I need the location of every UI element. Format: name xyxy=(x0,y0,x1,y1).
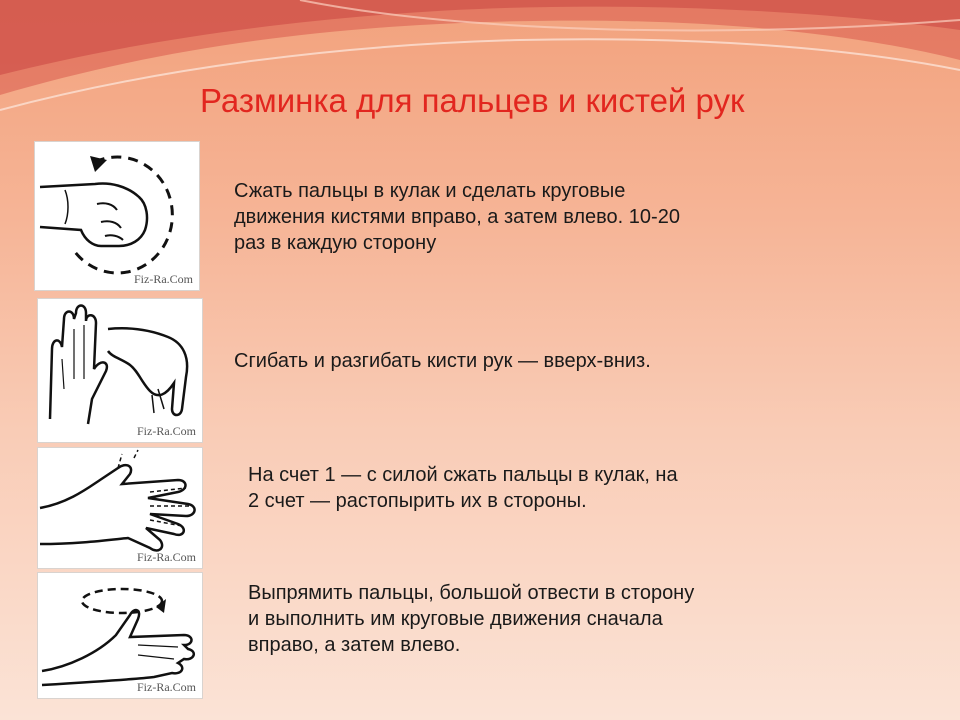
wrist-flex-hands-icon xyxy=(38,299,202,442)
exercise-1-illustration xyxy=(34,141,200,291)
exercise-4-illustration xyxy=(37,572,203,699)
watermark-label: Fiz-Ra.Com xyxy=(137,424,196,438)
exercise-4-text: Выпрямить пальцы, большой отвести в сторону и выполнить им круговые движения сначала вправо, а затем влево. xyxy=(248,582,695,656)
exercise-2-illustration xyxy=(37,298,203,443)
exercise-3-illustration xyxy=(37,447,203,569)
slide-title: Разминка для пальцев и кистей рук xyxy=(200,82,745,119)
watermark-label: Fiz-Ra.Com xyxy=(137,680,196,694)
watermark-label: Fiz-Ra.Com xyxy=(134,272,193,286)
exercise-2-text: Сгибать и разгибать кисти рук — вверх-вниз. xyxy=(234,350,651,372)
exercise-3-text: На счет 1 — с силой сжать пальцы в кулак, на 2 счет — растопырить их в стороны. xyxy=(248,464,678,512)
watermark-label: Fiz-Ra.Com xyxy=(137,550,196,564)
exercise-1-text: Сжать пальцы в кулак и сделать круговые движения кистями вправо, а затем влево. 10-20 раз в каждую сторону xyxy=(234,180,680,254)
fist-rotation-hand-icon xyxy=(35,142,199,290)
